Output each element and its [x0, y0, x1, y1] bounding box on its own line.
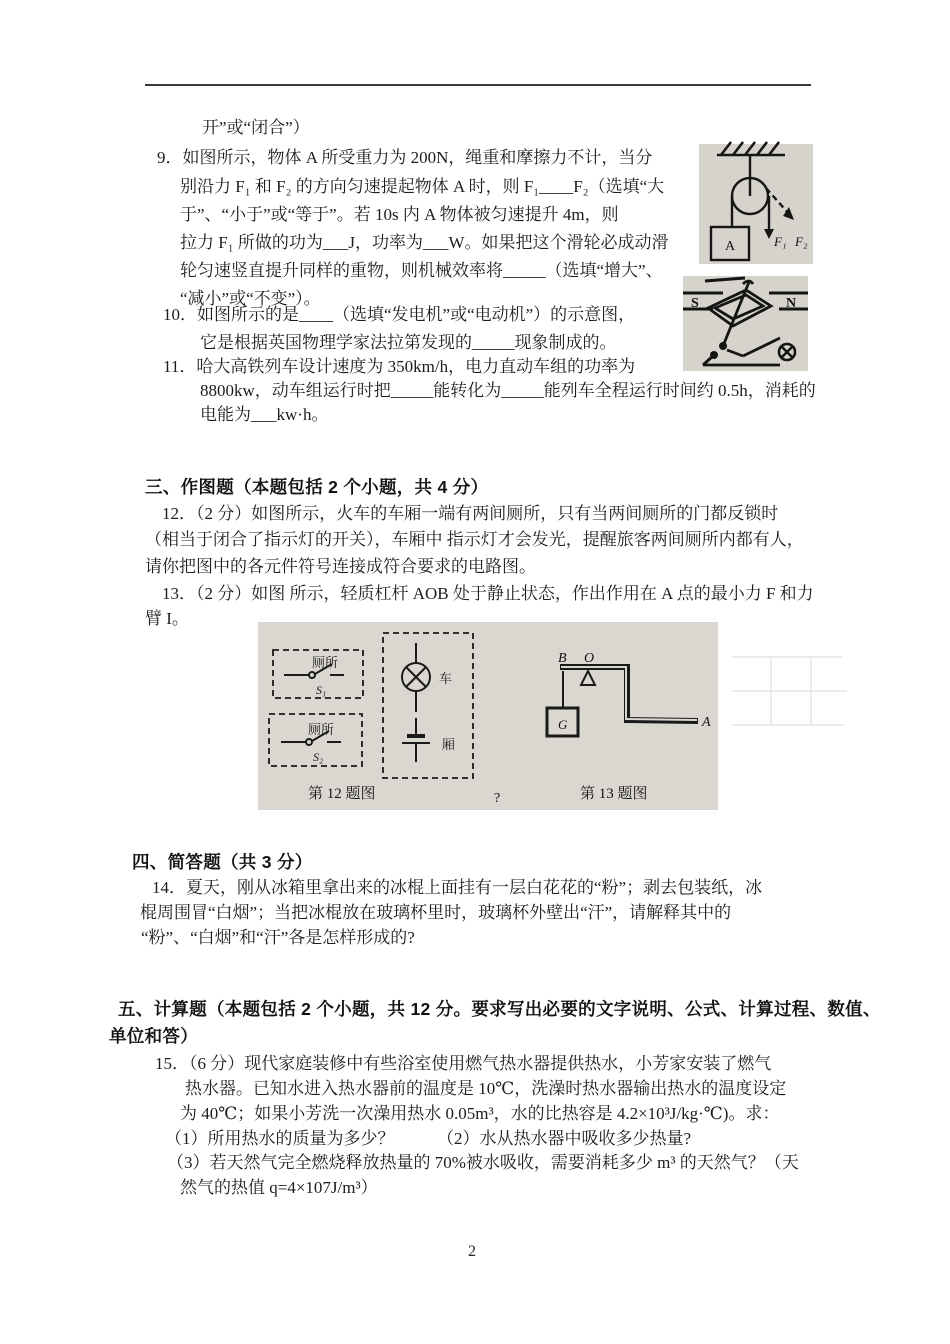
section5-heading-line2: 单位和答）	[109, 1026, 198, 1046]
q9-line: 别沿力 F₁ 和 F₂ 的方向匀速提起物体 A 时，则 F₁____F₂（选填“大	[180, 177, 665, 196]
switch-box-2	[269, 714, 362, 766]
q10-line: 它是根据英国物理学家法拉第发现的_____现象制成的。	[200, 333, 617, 352]
q12-line: 12．（2 分）如图所示，火车的车厢一端有两间厕所，只有当两间厕所的门都反锁时	[162, 504, 779, 523]
battery-label: 厢	[442, 737, 456, 752]
q12-q13-figure-strip	[258, 622, 718, 810]
battery-symbol	[402, 718, 430, 762]
q11-line: 11．哈大高铁列车设计速度为 350km/h，电力直动车组的功率为	[163, 357, 636, 376]
q15-line: （3）若天然气完全燃烧释放热量的 70%被水吸收，需要消耗多少 m³ 的天然气？（天	[167, 1153, 799, 1172]
weight-a-label: A	[725, 239, 736, 254]
q12-line: 请你把图中的各元件符号连接成符合要求的电路图。	[145, 557, 536, 576]
south-pole-label: S	[691, 296, 699, 311]
fig12-caption: 第 12 题图	[308, 786, 376, 802]
f1-label: F₁	[774, 234, 787, 249]
carryover-line: 开”或“闭合”）	[202, 118, 310, 137]
circuit-and-lever-svg	[258, 622, 718, 810]
section4-heading: 四、简答题（共 3 分）	[132, 852, 313, 872]
pulley-figure	[695, 136, 815, 266]
q14-line: “粉”、“白烟”和“汗”各是怎样形成的?	[141, 928, 415, 947]
header-rule	[145, 84, 811, 86]
q9-line: 轮匀速竖直提升同样的重物，则机械效率将_____（选填“增大”、	[180, 261, 663, 280]
point-a-label: A	[702, 715, 711, 730]
q9-line: 于”、“小于”或“等于”。若 10s 内 A 物体被匀速提升 4m，则	[180, 205, 619, 224]
q15-line: （1）所用热水的质量为多少？ （2）水从热水器中吸收多少热量?	[165, 1129, 692, 1148]
q11-line: 电能为___kw·h。	[200, 405, 329, 424]
lamp-label: 车	[439, 671, 453, 686]
point-o-label: O	[584, 651, 595, 666]
q15-line: 为 40℃；如果小芳洗一次澡用热水 0.05m³，水的比热容是 4.2×10³J/kg·℃)。求：	[180, 1104, 780, 1123]
weight-g-label: G	[558, 717, 568, 732]
pulley-figure-svg	[695, 136, 815, 266]
stray-mark: ?	[494, 791, 501, 806]
fig13-caption: 第 13 题图	[580, 786, 648, 802]
point-b-label: B	[558, 651, 567, 666]
lamp-battery-box	[383, 633, 473, 778]
section3-heading: 三、作图题（本题包括 2 个小题，共 4 分）	[145, 477, 489, 497]
q15-line: 15．（6 分）现代家庭装修中有些浴室使用燃气热水器提供热水，小芳家安装了燃气	[155, 1054, 772, 1073]
q13-line: 13．（2 分）如图 所示，轻质杠杆 AOB 处于静止状态，作出作用在 A 点的最小力 F 和力	[162, 584, 814, 603]
page-number: 2	[468, 1243, 476, 1260]
section5-heading-line1: 五、计算题（本题包括 2 个小题，共 12 分。要求写出必要的文字说明、公式、计算过程、数值、	[118, 999, 881, 1019]
q15-line: 然气的热值 q=4×107J/m³）	[180, 1178, 378, 1197]
lever-bar-outer	[560, 667, 698, 721]
toilet-label-2: 厕所	[308, 722, 335, 737]
q9-line: 9．如图所示，物体 A 所受重力为 200N，绳重和摩擦力不计，当分	[157, 148, 653, 167]
q12-line: （相当于闭合了指示灯的开关），车厢中 指示灯才会发光，提醒旅客两间厕所内都有人，	[145, 530, 804, 549]
q11-line: 8800kw，动车组运行时把_____能转化为_____能列车全程运行时间约 0.5h，消耗的	[200, 381, 816, 400]
toilet-label-1: 厕所	[312, 655, 339, 670]
q15-line: 热水器。已知水进入热水器前的温度是 10℃，洗澡时热水器输出热水的温度设定	[185, 1079, 787, 1098]
generator-figure	[683, 276, 808, 371]
bleed-through-ghost	[732, 638, 850, 748]
q14-line: 棍周围冒“白烟”；当把冰棍放在玻璃杯里时，玻璃杯外壁出“汗”，请解释其中的	[140, 903, 732, 922]
q13-line: 臂 I。	[145, 609, 189, 628]
north-pole-label: N	[786, 296, 797, 311]
fulcrum-triangle	[581, 671, 595, 685]
lamp-symbol	[402, 643, 430, 712]
switch1-label: S₁	[316, 683, 327, 697]
switch2-label: S₂	[313, 750, 324, 764]
q9-line: 拉力 F₁ 所做的功为___J，功率为___W。如果把这个滑轮必成动滑	[180, 233, 669, 252]
q10-line: 10．如图所示的是____（选填“发电机”或“电动机”）的示意图，	[163, 305, 636, 324]
generator-figure-svg	[683, 276, 808, 371]
q9-line: “减小”或“不变”）。	[180, 289, 321, 308]
lever-figure	[547, 651, 711, 736]
switch-box-1	[273, 650, 363, 698]
q14-line: 14．夏天，刚从冰箱里拿出来的冰棍上面挂有一层白花花的“粉”；剥去包装纸，冰	[152, 878, 763, 897]
f2-label: F₂	[795, 234, 808, 249]
